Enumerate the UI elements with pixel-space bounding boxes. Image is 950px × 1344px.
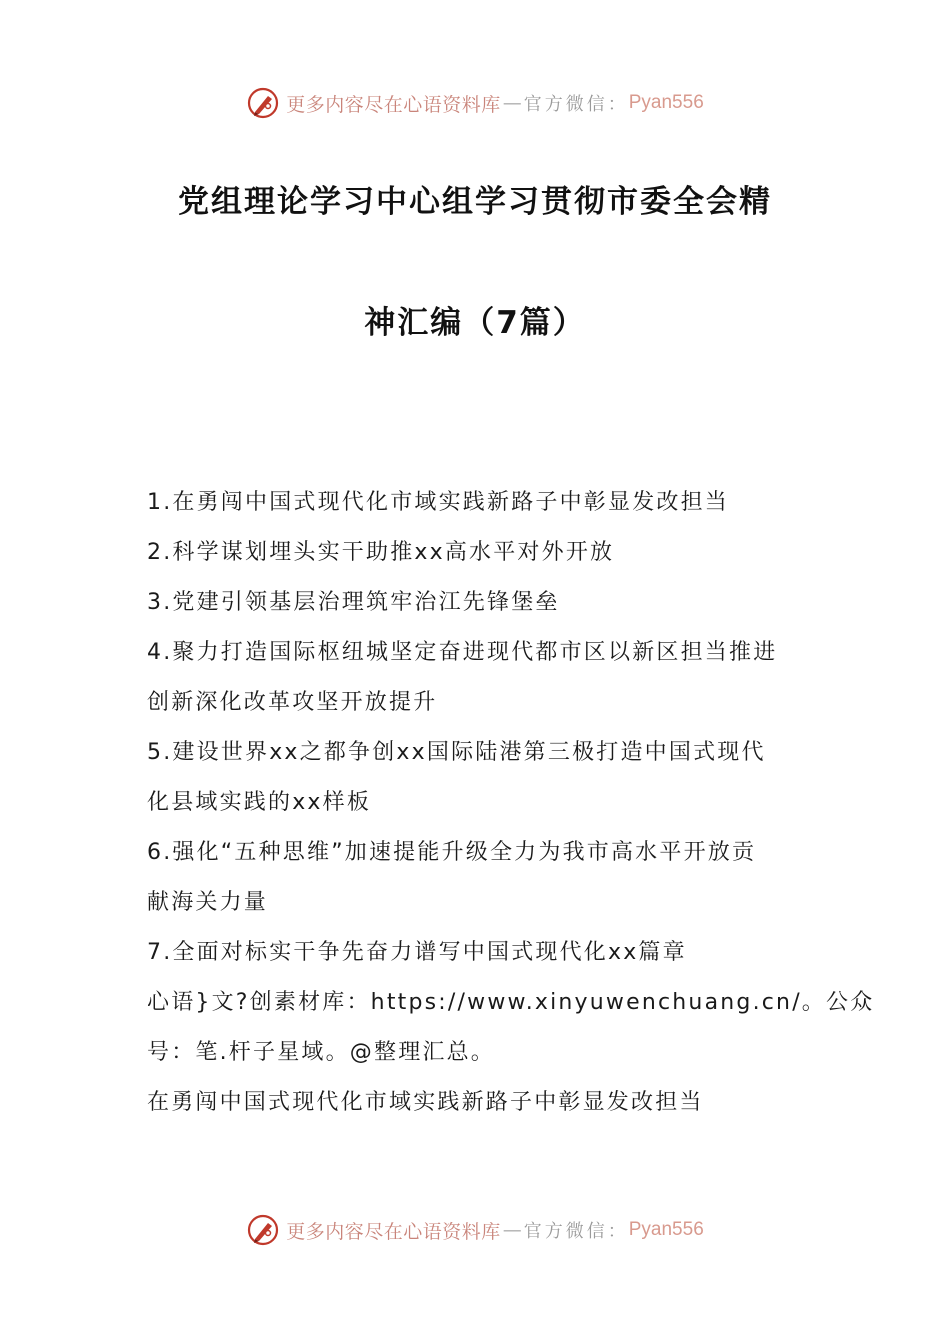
body-line: 7.全面对标实干争先奋力谱写中国式现代化xx篇章 [147,940,687,965]
banner-wechat-id: Pyan556 [628,1219,704,1240]
body-line: 创新深化改革攻坚开放提升 [147,690,438,715]
banner-wechat-label: 官方微信： [523,1221,629,1242]
body-line: 心语}文?创素材库：https://www.xinyuwenchuang.cn/。公众 [147,990,875,1015]
pen-nib-logo-icon [246,86,280,120]
banner-dash: — [502,1219,522,1241]
body-line: 2.科学谋划埋头实干助推xx高水平对外开放 [147,540,615,565]
body-line: 在勇闯中国式现代化市域实践新路子中彰显发改担当 [147,1090,704,1115]
banner-wechat-id: Pyan556 [628,92,704,113]
body-line: 1.在勇闯中国式现代化市域实践新路子中彰显发改担当 [147,490,729,515]
footer-banner [0,1210,950,1250]
body-line: 6.强化“五种思维”加速提能升级全力为我市高水平开放贡 [147,840,757,865]
page-title-line-2: 神汇编（7篇） [364,305,586,341]
banner-wechat-label: 官方微信： [523,94,629,115]
banner-dash: — [502,92,522,114]
body-line: 5.建设世界xx之都争创xx国际陆港第三极打造中国式现代 [147,740,766,765]
body-line: 献海关力量 [147,890,269,915]
banner-site-text: 更多内容尽在心语资料库 [286,93,501,116]
body-line: 化县域实践的xx样板 [147,790,372,815]
header-banner [0,83,950,123]
body-line: 3.党建引领基层治理筑牢治江先锋堡垒 [147,590,560,615]
pen-nib-logo-icon [246,1213,280,1247]
page-title-line-1: 党组理论学习中心组学习贯彻市委全会精 [178,184,772,220]
banner-site-text: 更多内容尽在心语资料库 [286,1220,501,1243]
document-body [147,478,875,1128]
body-line: 4.聚力打造国际枢纽城坚定奋进现代都市区以新区担当推进 [147,640,778,665]
body-line: 号：笔.杆子星域。@整理汇总。 [147,1040,495,1065]
